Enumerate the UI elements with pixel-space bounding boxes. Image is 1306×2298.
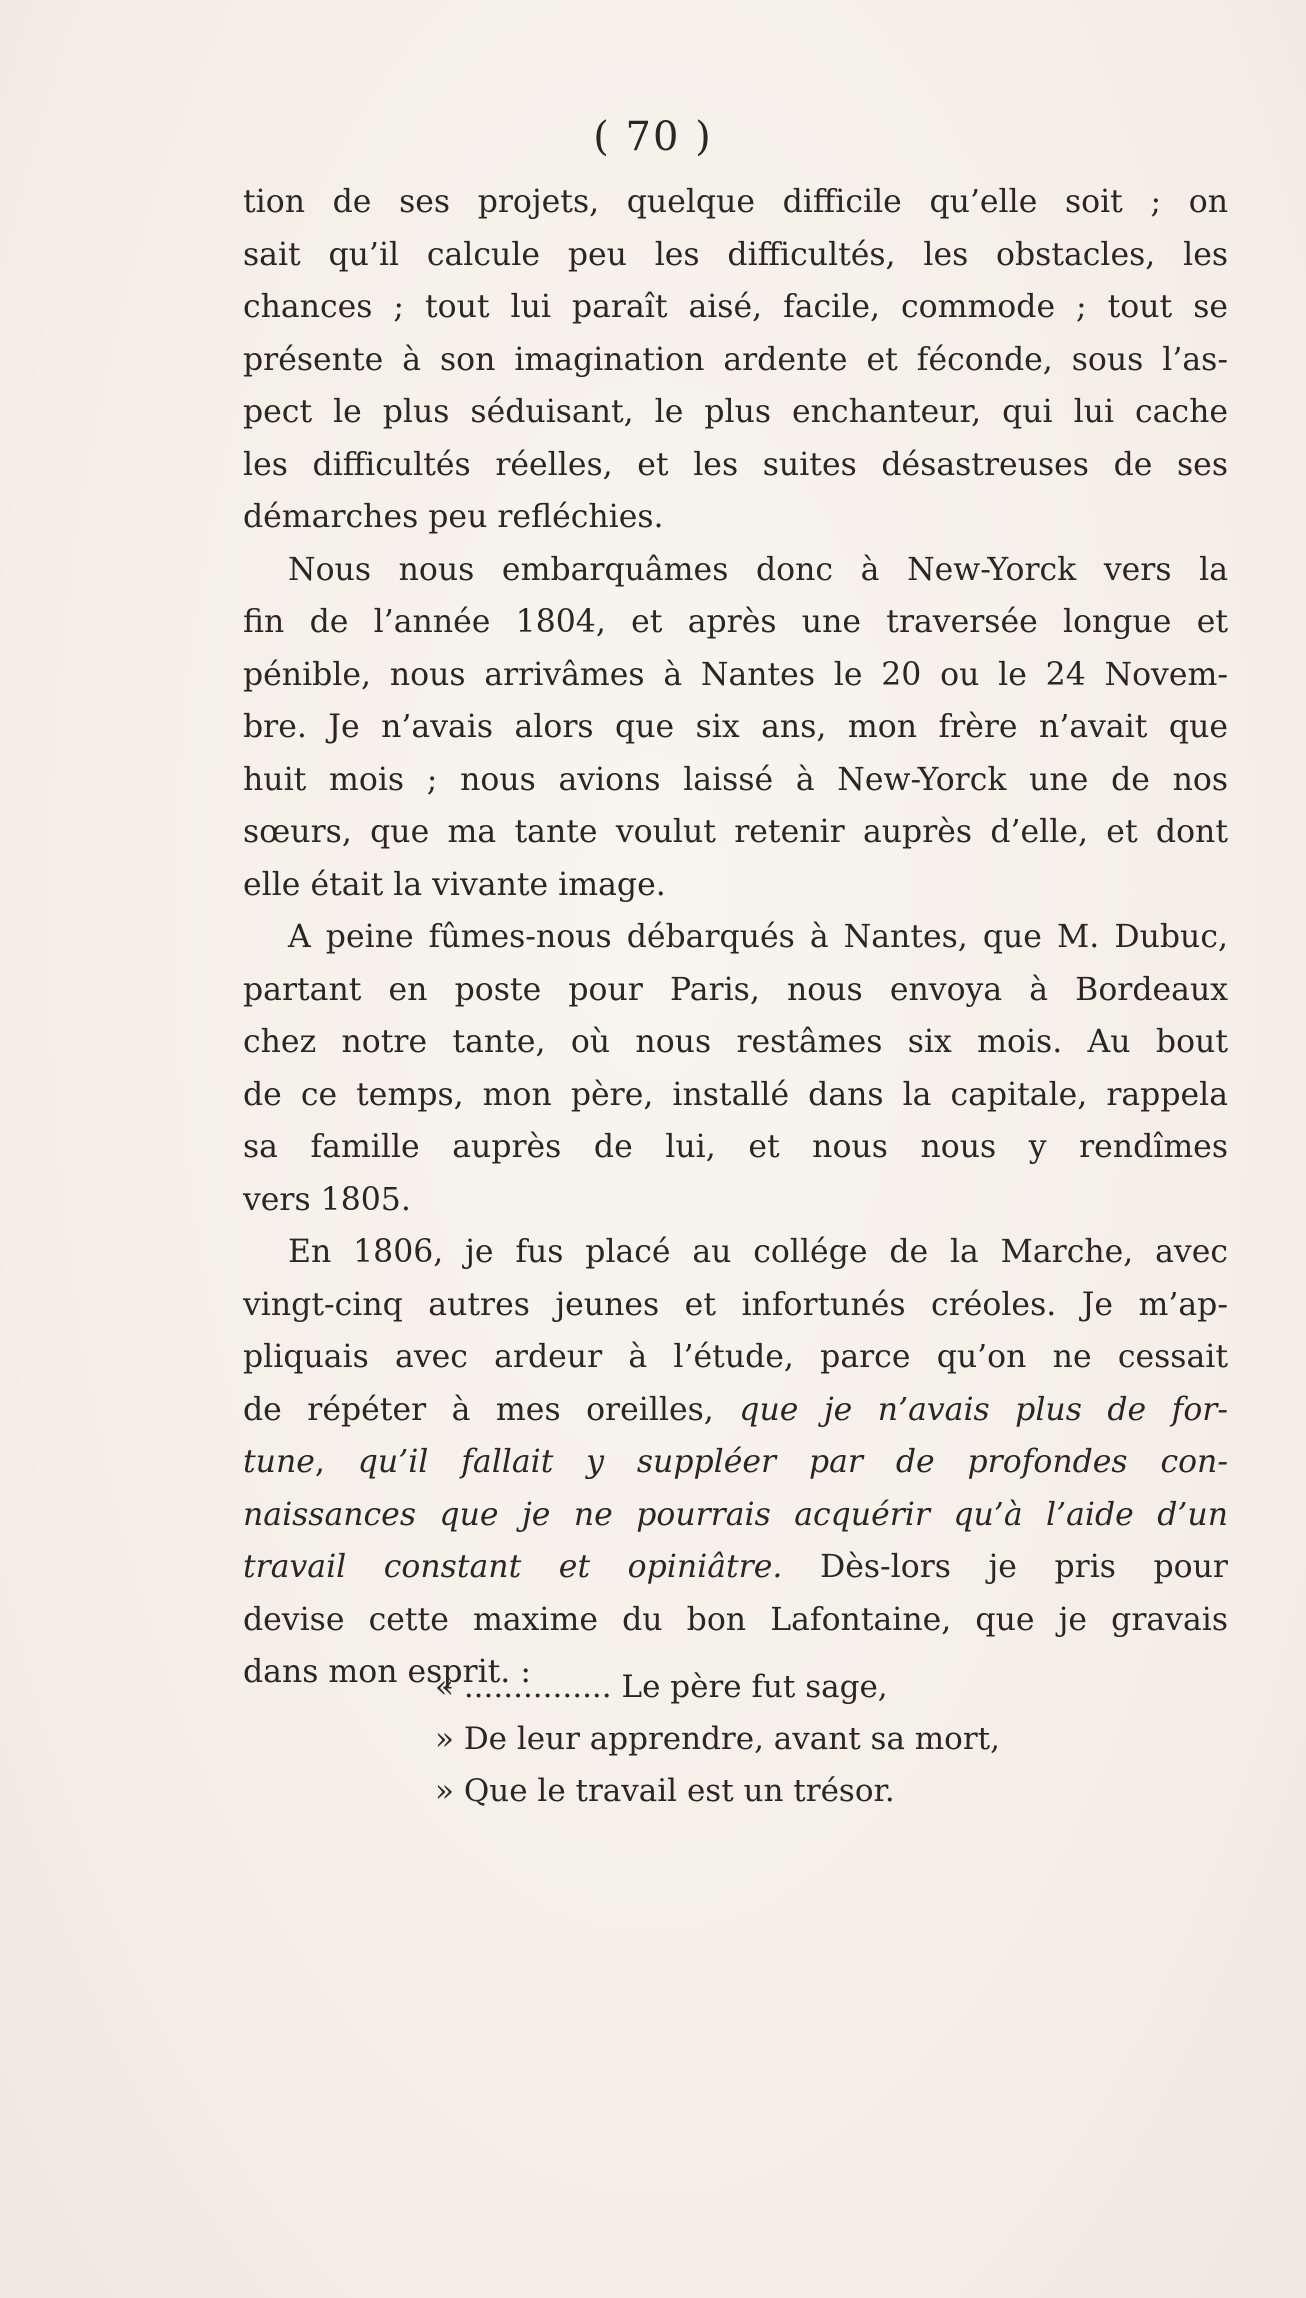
text-run: En 1806, je fus placé au collége de la Marche, avec	[288, 1234, 1228, 1270]
text-line	[243, 1384, 1228, 1437]
text-run: pénible, nous arrivâmes à Nantes le 20 ou le 24 Novem-	[243, 656, 1228, 693]
verse-quotation	[435, 1661, 1135, 1817]
text-line	[243, 439, 1228, 492]
text-run: elle était la vivante image.	[243, 866, 666, 903]
text-run: fin de l’année 1804, et après une traversée longue et	[243, 604, 1228, 640]
text-run: sa famille auprès de lui, et nous nous y rendîmes	[243, 1129, 1228, 1165]
page-number: ( 70 )	[593, 114, 713, 160]
text-line	[243, 1016, 1228, 1069]
text-line	[243, 1436, 1228, 1489]
text-line	[243, 806, 1228, 859]
text-line	[243, 1226, 1228, 1279]
text-line	[243, 859, 1228, 912]
text-run: Dès-lors je pris pour	[782, 1549, 1228, 1585]
text-line	[243, 754, 1228, 807]
text-run: ,	[314, 1444, 358, 1480]
text-run: huit mois ; nous avions laissé à New-Yorck une de nos	[243, 761, 1228, 798]
text-line	[243, 649, 1228, 702]
italic-text: que je n’avais plus de for-	[739, 1391, 1228, 1428]
text-run: tion de ses projets, quelque difficile qu’elle soit ; on	[243, 184, 1228, 220]
text-run: partant en poste pour Paris, nous envoya à Bordeaux	[243, 971, 1228, 1008]
text-run: pect le plus séduisant, le plus enchanteur, qui lui cache	[243, 394, 1228, 430]
verse-line: » Que le travail est un trésor.	[435, 1773, 895, 1809]
text-run: présente à son imagination ardente et féconde, sous l’as-	[243, 341, 1228, 378]
text-line	[243, 1279, 1228, 1332]
text-line	[243, 1121, 1228, 1174]
text-run: chez notre tante, où nous restâmes six mois. Au bout	[243, 1024, 1228, 1060]
body-text	[243, 176, 1228, 1699]
italic-text: qu’il fallait y suppléer par de profondes con-	[357, 1444, 1228, 1480]
text-line	[243, 229, 1228, 282]
text-run: démarches peu refléchies.	[243, 499, 664, 535]
text-line	[243, 176, 1228, 229]
text-line	[243, 491, 1228, 544]
text-line	[243, 596, 1228, 649]
text-run: les difficultés réelles, et les suites désastreuses de ses	[243, 446, 1228, 483]
text-run: vers 1805.	[243, 1181, 411, 1218]
text-run: dans mon esprit. :	[243, 1654, 531, 1690]
text-run: sœurs, que ma tante voulut retenir auprès d’elle, et dont	[243, 814, 1228, 850]
text-line	[243, 281, 1228, 334]
text-line	[243, 1541, 1228, 1594]
text-line	[243, 964, 1228, 1017]
verse-line: « ............... Le père fut sage,	[435, 1669, 888, 1705]
text-line	[243, 544, 1228, 597]
text-line	[243, 701, 1228, 754]
verse-line: » De leur apprendre, avant sa mort,	[435, 1721, 1000, 1757]
text-run: devise cette maxime du bon Lafontaine, que je gravais	[243, 1601, 1228, 1638]
text-line	[243, 1331, 1228, 1384]
text-run: Nous nous embarquâmes donc à New-Yorck vers la	[288, 551, 1228, 588]
text-line	[243, 1594, 1228, 1647]
text-run: A peine fûmes-nous débarqués à Nantes, que M. Dubuc,	[288, 919, 1228, 955]
text-line	[243, 334, 1228, 387]
text-run: vingt-cinq autres jeunes et infortunés créoles. Je m’ap-	[243, 1286, 1228, 1323]
text-run: de répéter à mes oreilles,	[243, 1391, 740, 1428]
text-run: de ce temps, mon père, installé dans la capitale, rappela	[243, 1076, 1228, 1113]
text-run: chances ; tout lui paraît aisé, facile, commode ; tout se	[243, 289, 1228, 325]
italic-text: travail constant et opiniâtre.	[243, 1549, 783, 1585]
text-line	[243, 1489, 1228, 1542]
italic-text: naissances que je ne pourrais acquérir qu’à l’aide d’un	[243, 1496, 1228, 1533]
text-run: bre. Je n’avais alors que six ans, mon frère n’avait que	[243, 709, 1228, 745]
text-line	[243, 386, 1228, 439]
text-run: sait qu’il calcule peu les difficultés, les obstacles, les	[243, 236, 1228, 273]
italic-text: tune	[243, 1444, 315, 1480]
text-run: pliquais avec ardeur à l’étude, parce qu’on ne cessait	[243, 1339, 1228, 1375]
text-line	[243, 1069, 1228, 1122]
text-line	[243, 1174, 1228, 1227]
text-line	[243, 911, 1228, 964]
